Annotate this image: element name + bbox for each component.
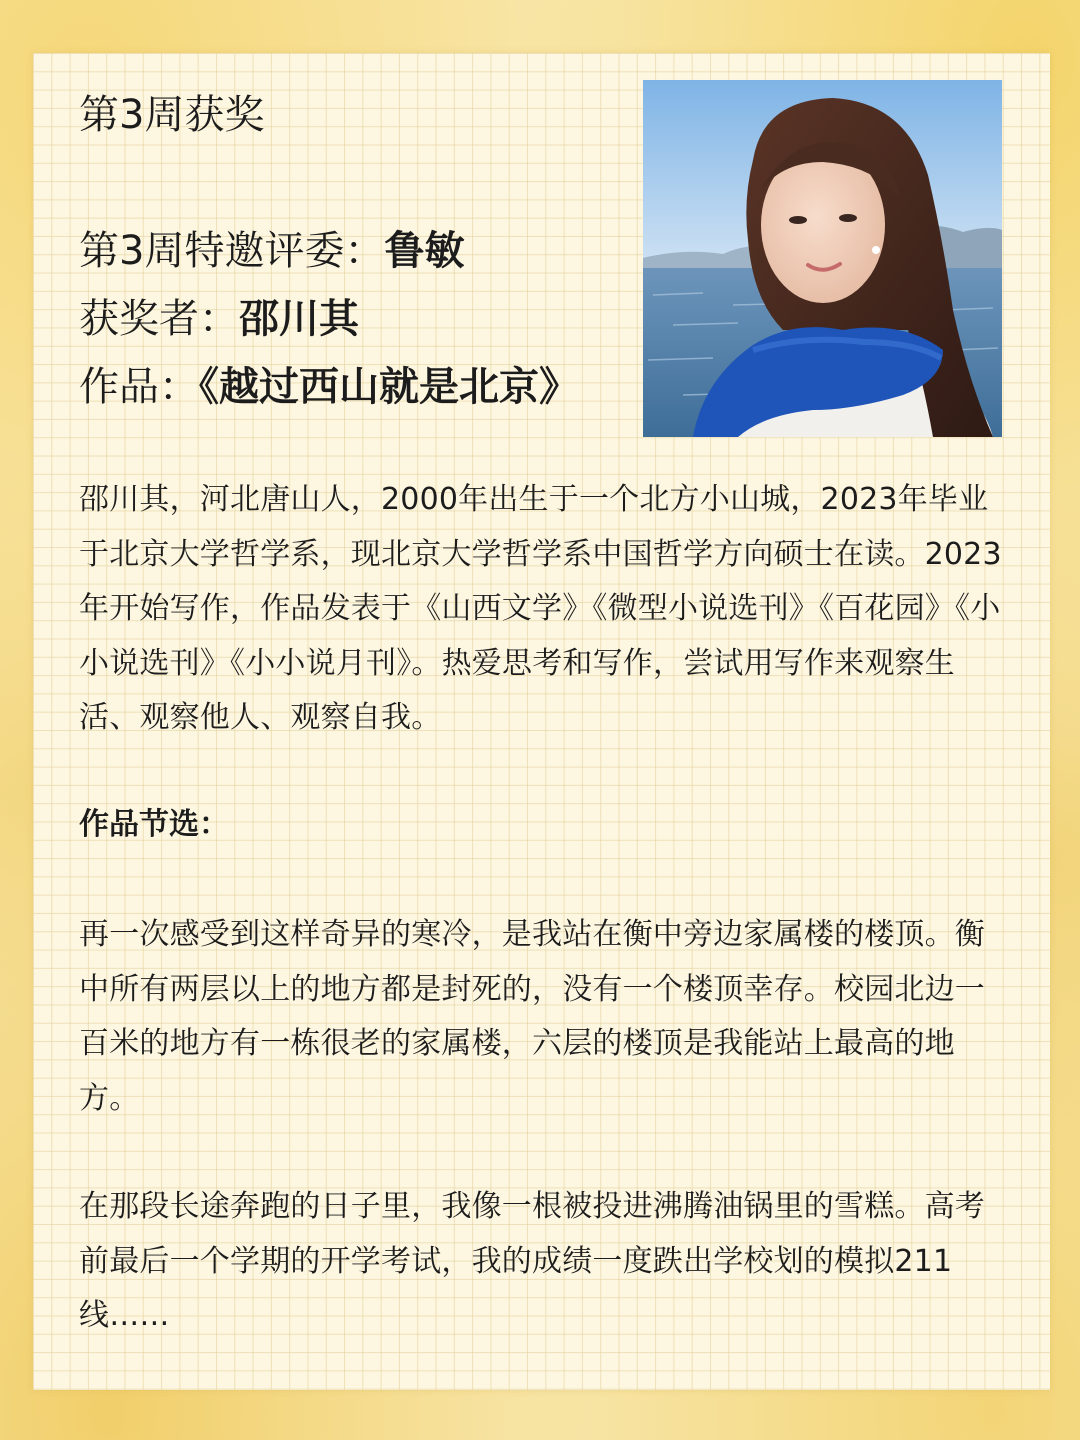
- work-line: [79, 361, 579, 413]
- winner-line: [79, 293, 359, 345]
- work-label: 作品：: [79, 364, 199, 410]
- winner-name: 邵川其: [239, 296, 359, 342]
- excerpt-heading: 作品节选：: [79, 807, 229, 842]
- excerpt-paragraph: 在那段长途奔跑的日子里，我像一根被投进沸腾油锅里的雪糕。高考前最后一个学期的开学考试，我的成绩一度跌出学校划的模拟211线……: [79, 1189, 985, 1333]
- winner-bio: 邵川其，河北唐山人，2000年出生于一个北方小山城，2023年毕业于北京大学哲学系，现北京大学哲学系中国哲学方向硕士在读。2023年开始写作，作品发表于《山西文学》《微型小说选刊》《百花园》《小小说选刊》《小小说月刊》。热爱思考和写作，尝试用写作来观察生活、观察他人、观察自我。: [79, 482, 1002, 735]
- winner-label: 获奖者：: [79, 296, 239, 342]
- work-title: 《越过西山就是北京》: [199, 364, 579, 410]
- winner-portrait-photo: [643, 80, 1002, 437]
- excerpt-paragraph: 再一次感受到这样奇异的寒冷，是我站在衡中旁边家属楼的楼顶。衡中所有两层以上的地方都是封死的，没有一个楼顶幸存。校园北边一百米的地方有一栋很老的家属楼，六层的楼顶是我能站上最高的地方。: [79, 917, 985, 1116]
- judge-label: 第3周特邀评委：: [79, 228, 385, 274]
- week-title: 第3周获奖: [79, 92, 265, 138]
- judge-name: 鲁敏: [384, 228, 465, 274]
- judge-line: [79, 225, 464, 277]
